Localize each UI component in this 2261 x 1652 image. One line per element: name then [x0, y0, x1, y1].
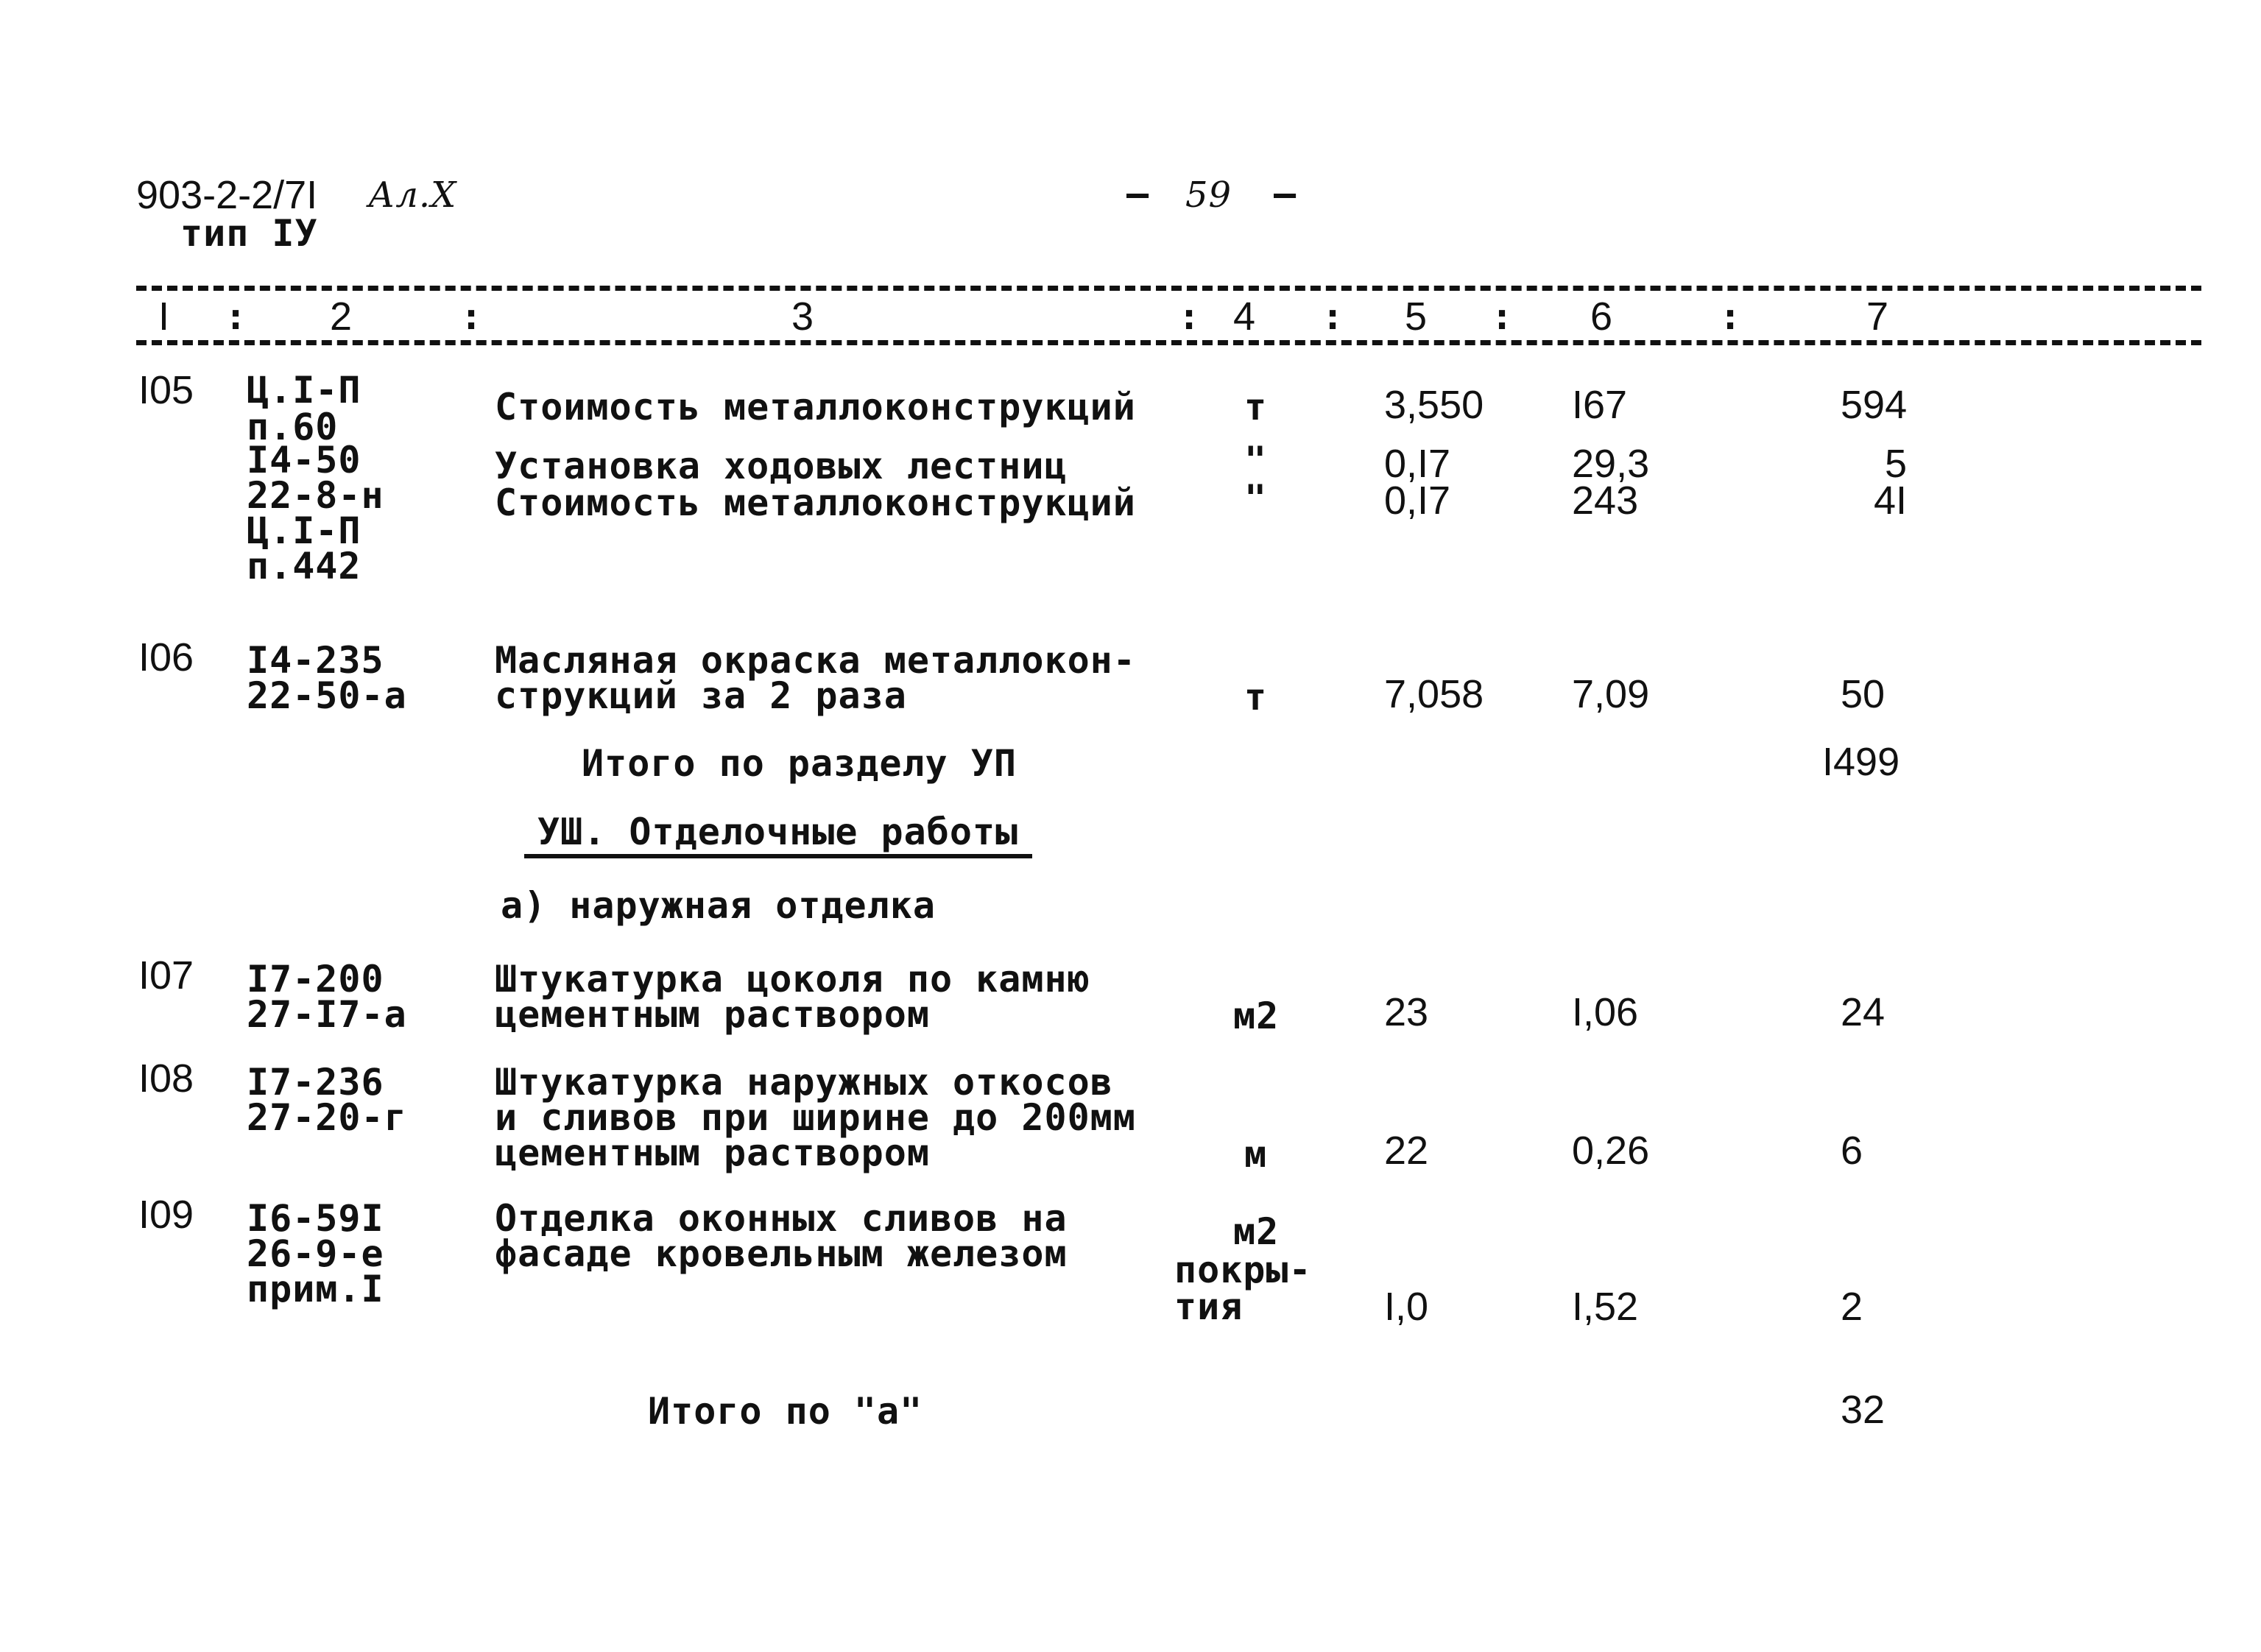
total-cost: 594 [1841, 383, 1908, 427]
rate-code: п.60 [247, 406, 339, 448]
work-description: фасаде кровельным железом [495, 1232, 1068, 1275]
rate-code: I6-59I [247, 1197, 384, 1240]
total-cost: 6 [1841, 1129, 1863, 1173]
rate-code: I7-200 [247, 958, 384, 1000]
total-cost: 50 [1841, 672, 1886, 716]
work-description: и сливов при ширине до 200мм [495, 1096, 1136, 1139]
column-separator: : [1491, 295, 1514, 338]
total-cost: 5 [1885, 442, 1908, 486]
unit-price: 243 [1572, 479, 1639, 523]
work-description: Стоимость металлоконструкций [495, 481, 1136, 524]
unit-price: I,06 [1572, 990, 1639, 1034]
unit: м2 [1233, 995, 1280, 1037]
column-header-3: 3 [791, 294, 814, 339]
row-number: I05 [138, 368, 194, 412]
rate-code: прим.I [247, 1268, 384, 1310]
work-description: Отделка оконных сливов на [495, 1197, 1068, 1240]
subtotal-value: 32 [1841, 1388, 1886, 1432]
rate-code: 27-20-г [247, 1096, 407, 1139]
quantity: I,0 [1384, 1285, 1429, 1329]
rate-code: 22-8-н [247, 474, 384, 517]
work-description: Масляная окраска металлокон- [495, 639, 1136, 682]
unit: " [1244, 477, 1268, 520]
work-description: цементным раствором [495, 1132, 930, 1174]
unit: м2 [1233, 1210, 1280, 1253]
unit: тия [1174, 1285, 1244, 1328]
rate-code: Ц.I-П [247, 369, 361, 412]
sheet-mark: Ал.X [368, 174, 457, 216]
unit: м [1244, 1133, 1268, 1176]
column-separator: : [1322, 295, 1345, 338]
work-description: Стоимость металлоконструкций [495, 386, 1136, 428]
document-code: 903-2-2/7I [136, 173, 318, 217]
header-bottom-rule [136, 340, 2201, 345]
page-number-dash-left: – [1126, 172, 1150, 215]
section-total-value: I499 [1822, 740, 1900, 784]
header-top-rule [136, 286, 2201, 291]
work-description: Штукатурка цоколя по камню [495, 958, 1090, 1000]
quantity: 7,058 [1384, 672, 1484, 716]
quantity: 0,I7 [1384, 442, 1451, 486]
column-separator: : [460, 295, 484, 338]
unit-price: I67 [1572, 383, 1628, 427]
rate-code: 22-50-а [247, 674, 407, 717]
type-label: тип IУ [180, 212, 318, 255]
quantity: 3,550 [1384, 383, 1484, 427]
row-number: I07 [138, 953, 194, 998]
total-cost: 4I [1874, 479, 1908, 523]
section-title: УШ. Отделочные работы [537, 811, 1019, 853]
column-header-2: 2 [330, 294, 353, 339]
quantity: 0,I7 [1384, 479, 1451, 523]
column-header-6: 6 [1590, 294, 1613, 339]
page-number: 59 [1185, 174, 1232, 216]
unit: т [1244, 676, 1268, 719]
rate-code: I4-50 [247, 439, 361, 481]
column-separator: : [225, 295, 248, 338]
unit: покры- [1174, 1249, 1312, 1291]
unit: " [1244, 439, 1268, 481]
rate-code: Ц.I-П [247, 509, 361, 552]
total-cost: 2 [1841, 1285, 1863, 1329]
subsection-title: а) наружная отделка [501, 884, 936, 927]
subtotal-label: Итого по "а" [648, 1390, 923, 1433]
unit-price: 29,3 [1572, 442, 1650, 486]
total-cost: 24 [1841, 990, 1886, 1034]
column-separator: : [1178, 295, 1202, 338]
page-number-dash-right: – [1274, 172, 1297, 215]
column-header-1: I [158, 294, 170, 339]
work-description: Штукатурка наружных откосов [495, 1061, 1113, 1104]
column-separator: : [1719, 295, 1743, 338]
row-number: I09 [138, 1193, 194, 1237]
quantity: 23 [1384, 990, 1429, 1034]
quantity: 22 [1384, 1129, 1429, 1173]
unit-price: I,52 [1572, 1285, 1639, 1329]
column-header-7: 7 [1866, 294, 1889, 339]
row-number: I08 [138, 1056, 194, 1101]
rate-code: 26-9-е [247, 1232, 384, 1275]
work-description: цементным раствором [495, 993, 930, 1036]
work-description: струкций за 2 раза [495, 674, 907, 717]
rate-code: I4-235 [247, 639, 384, 682]
row-number: I06 [138, 635, 194, 679]
column-header-5: 5 [1405, 294, 1428, 339]
unit-price: 7,09 [1572, 672, 1650, 716]
rate-code: п.442 [247, 545, 361, 587]
column-header-4: 4 [1233, 294, 1256, 339]
section-title-underline [524, 854, 1032, 858]
rate-code: I7-236 [247, 1061, 384, 1104]
work-description: Установка ходовых лестниц [495, 445, 1068, 487]
rate-code: 27-I7-а [247, 993, 407, 1036]
unit-price: 0,26 [1572, 1129, 1650, 1173]
unit: т [1244, 386, 1268, 428]
section-total-label: Итого по разделу УП [582, 742, 1017, 785]
